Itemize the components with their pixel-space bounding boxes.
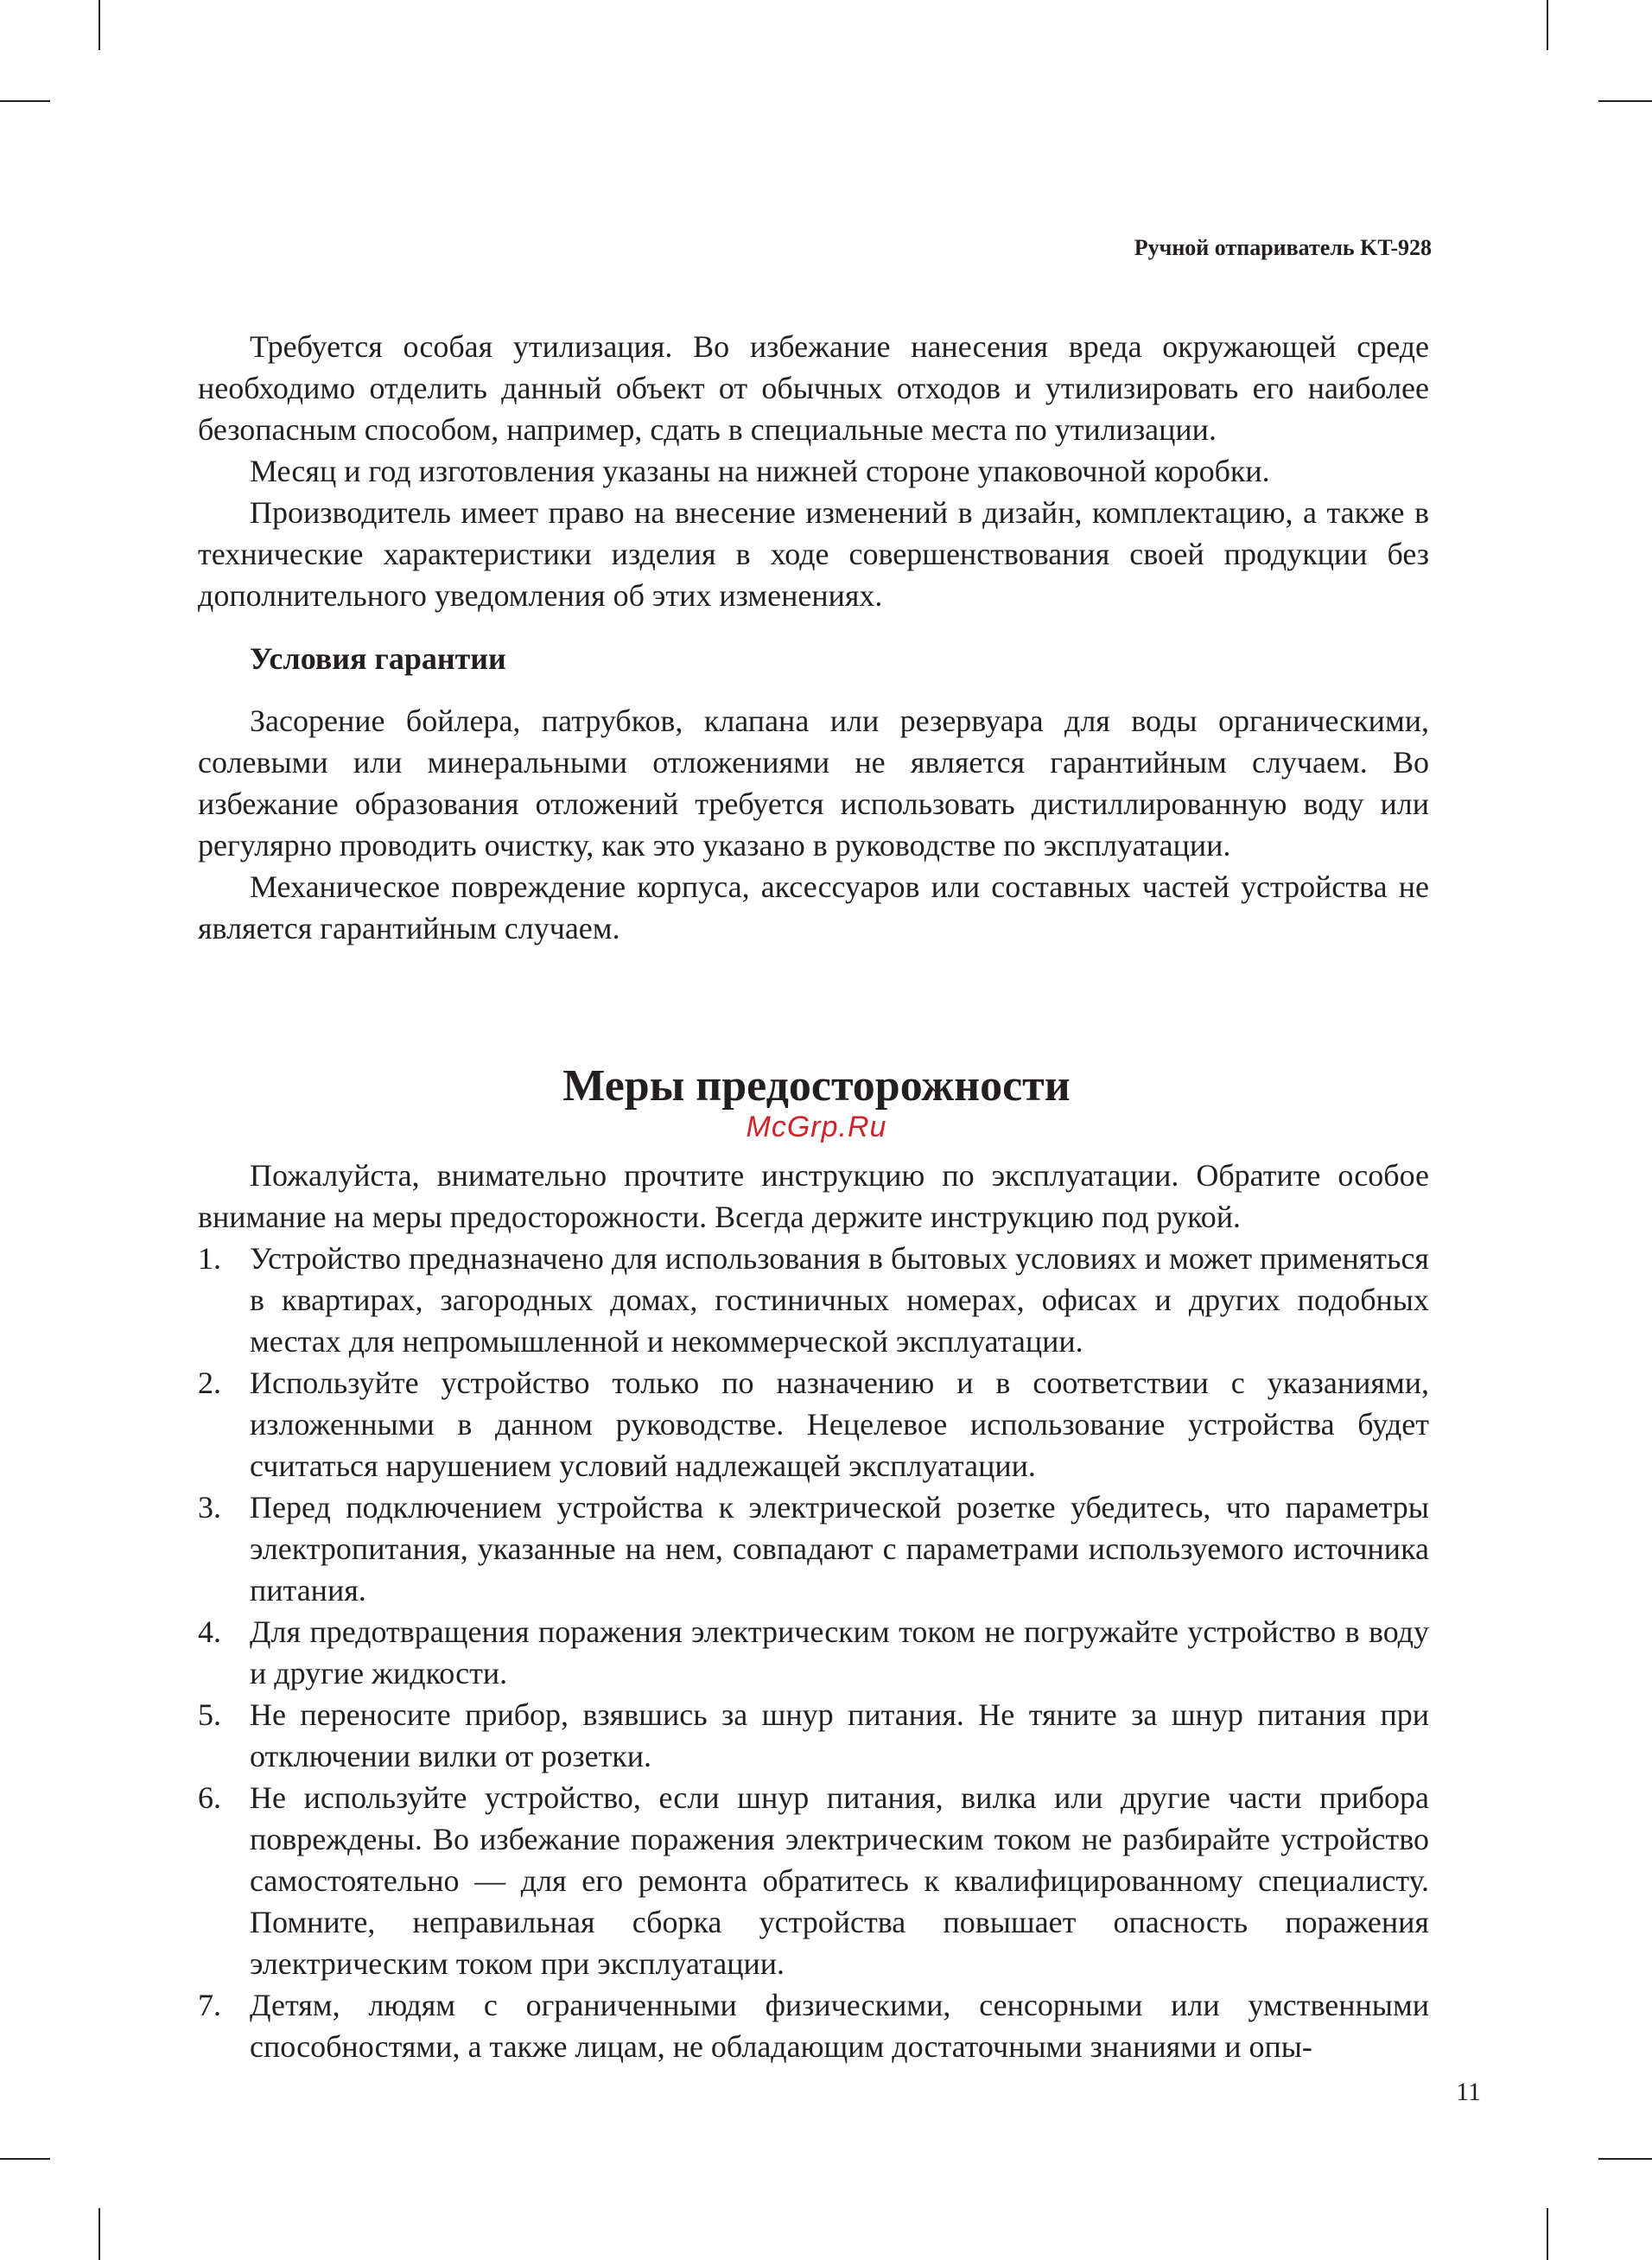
list-item: [198, 1611, 1429, 1694]
list-item: [198, 1694, 1429, 1777]
list-item-number: 3.: [198, 1490, 221, 1525]
list-item: [198, 1984, 1429, 2067]
crop-mark-top-right: [1547, 0, 1548, 50]
crop-mark-top-right-h: [1598, 100, 1652, 102]
list-item-number: 2.: [198, 1366, 221, 1400]
list-item-text: Перед подключением устройства к электрической розетке убедитесь, что параметры электропитания, указанные на нем, совпадают с параметрами используемого источника питания.: [250, 1490, 1429, 1607]
warranty-paragraph: Засорение бойлера, патрубков, клапана или резервуара для воды органическими, солевыми или минеральными отложениями не является гарантийным случаем. Во избежание образования отложений требуется использовать дистиллированную воду или регулярно проводить очистку, как это указано в руководстве по эксплуатации.: [198, 703, 1429, 863]
page-number: 11: [1456, 2078, 1481, 2106]
list-item-text: Используйте устройство только по назначению и в соответствии с указаниями, изложенными в данном руководстве. Нецелевое использование устройства будет считаться нарушением условий надлежащей эксплуатации.: [250, 1366, 1429, 1483]
precautions-section: [198, 1155, 1429, 2067]
list-item-text: Не используйте устройство, если шнур питания, вилка или другие части прибора повреждены. Во избежание поражения электрическим током не разбирайте устройство самостоятельно — для его ремонта обратитесь к квалифицированному специалисту. Помните, неправильная сборка устройства повышает опасность поражения электрическим током при эксплуатации.: [250, 1780, 1429, 1981]
crop-mark-top-left-h: [0, 100, 50, 102]
disposal-section: [198, 326, 1429, 616]
list-item-text: Не переносите прибор, взявшись за шнур питания. Не тяните за шнур питания при отключении вилки от розетки.: [250, 1697, 1429, 1773]
list-item: [198, 1777, 1429, 1984]
list-item: [198, 1362, 1429, 1487]
crop-mark-bottom-right: [1547, 2208, 1548, 2260]
precautions-list: [198, 1238, 1429, 2067]
crop-mark-top-left: [98, 0, 100, 50]
manufacture-date-paragraph: Месяц и год изготовления указаны на нижней стороне упаковочной коробки.: [250, 454, 1270, 488]
list-item-text: Устройство предназначено для использования в бытовых условиях и может применяться в квартирах, загородных домах, гостиничных номерах, офисах и других подобных местах для непромышленной и некоммерческой эксплуатации.: [250, 1241, 1429, 1359]
list-item: [198, 1238, 1429, 1362]
list-item-number: 7.: [198, 1988, 221, 2022]
list-item-number: 6.: [198, 1780, 221, 1815]
design-changes-paragraph: Производитель имеет право на внесение изменений в дизайн, комплектацию, а также в технические характеристики изделия в ходе совершенствования своей продукции без дополнительного уведомления об этих изменениях.: [198, 495, 1429, 613]
list-item-number: 1.: [198, 1241, 221, 1276]
running-header: Ручной отпариватель KT-928: [1134, 235, 1432, 260]
warranty-heading: Условия гарантии: [250, 641, 506, 676]
list-item-number: 5.: [198, 1697, 221, 1732]
crop-mark-bottom-left-h: [0, 2158, 50, 2160]
warranty-paragraph: Механическое повреждение корпуса, аксессуаров или составных частей устройства не является гарантийным случаем.: [198, 869, 1429, 945]
watermark: McGrp.Ru: [746, 1111, 887, 1143]
crop-mark-bottom-right-h: [1598, 2158, 1652, 2160]
list-item-number: 4.: [198, 1614, 221, 1649]
list-item: [198, 1487, 1429, 1611]
warranty-section: [198, 700, 1429, 949]
disposal-paragraph: Требуется особая утилизация. Во избежание нанесения вреда окружающей среде необходимо отделить данный объект от обычных отходов и утилизировать его наиболее безопасным способом, например, сдать в специальные места по утилизации.: [198, 329, 1429, 447]
crop-mark-bottom-left: [98, 2208, 100, 2260]
precautions-intro: Пожалуйста, внимательно прочтите инструкцию по эксплуатации. Обратите особое внимание на меры предосторожности. Всегда держите инструкцию под рукой.: [198, 1158, 1429, 1234]
list-item-text: Детям, людям с ограниченными физическими, сенсорными или умственными способностями, а также лицам, не обладающим достаточными знаниями и опы-: [250, 1988, 1429, 2064]
list-item-text: Для предотвращения поражения электрическим током не погружайте устройство в воду и другие жидкости.: [250, 1614, 1429, 1690]
precautions-title: Меры предосторожности: [562, 1061, 1071, 1111]
